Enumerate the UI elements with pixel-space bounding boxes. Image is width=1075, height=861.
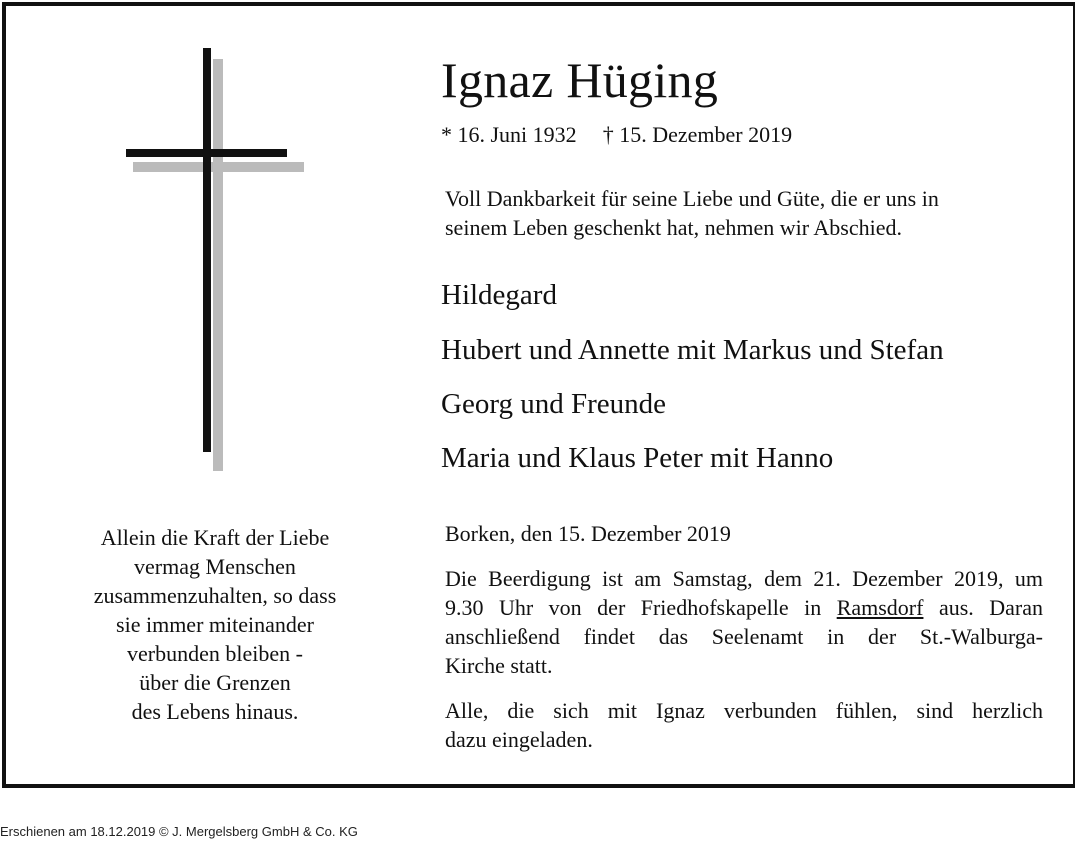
quote-line: verbunden bleiben - (127, 641, 303, 666)
place-date: Borken, den 15. Dezember 2019 (445, 521, 731, 546)
intro-line: Voll Dankbarkeit für seine Liebe und Güte, die er uns in (445, 186, 939, 211)
funeral-info (445, 564, 1043, 680)
birth-date: * 16. Juni 1932 (441, 122, 577, 147)
quote-line: Allein die Kraft der Liebe (100, 525, 330, 550)
ramsdorf-link[interactable]: Ramsdorf (836, 595, 924, 620)
funeral-line: Kirche statt. (445, 653, 553, 678)
family-line: Georg und Freunde (441, 388, 666, 420)
invitation-line: dazu eingeladen. (445, 727, 593, 752)
family-line: Hildegard (441, 279, 557, 311)
family-line: Hubert und Annette mit Markus und Stefan (441, 334, 944, 366)
funeral-line (445, 593, 1043, 622)
invitation-text (445, 696, 1043, 754)
family-line: Maria und Klaus Peter mit Hanno (441, 442, 834, 474)
quote-line: über die Grenzen (139, 670, 291, 695)
funeral-line: Die Beerdigung ist am Samstag, dem 21. Dezember 2019, um (445, 566, 1043, 591)
quote-line: vermag Menschen (134, 554, 296, 579)
intro-text (445, 184, 1045, 242)
intro-line: seinem Leben geschenkt hat, nehmen wir Abschied. (445, 215, 902, 240)
funeral-text: aus. Daran (923, 595, 1043, 620)
funeral-line: anschließend findet das Seelenamt in der St.-Walburga- (445, 624, 1043, 649)
memorial-quote (60, 523, 370, 726)
death-date: † 15. Dezember 2019 (602, 122, 793, 147)
publication-footer: Erschienen am 18.12.2019 © J. Mergelsberg GmbH & Co. KG (0, 824, 358, 839)
quote-line: zusammenzuhalten, so dass (93, 583, 337, 608)
quote-line: des Lebens hinaus. (131, 699, 299, 724)
deceased-name: Ignaz Hüging (441, 52, 719, 108)
life-dates (441, 121, 792, 149)
funeral-text: 9.30 Uhr von der Friedhofskapelle in (445, 595, 837, 620)
quote-line: sie immer miteinander (116, 612, 314, 637)
invitation-line: Alle, die sich mit Ignaz verbunden fühlen, sind herzlich (445, 698, 1043, 723)
